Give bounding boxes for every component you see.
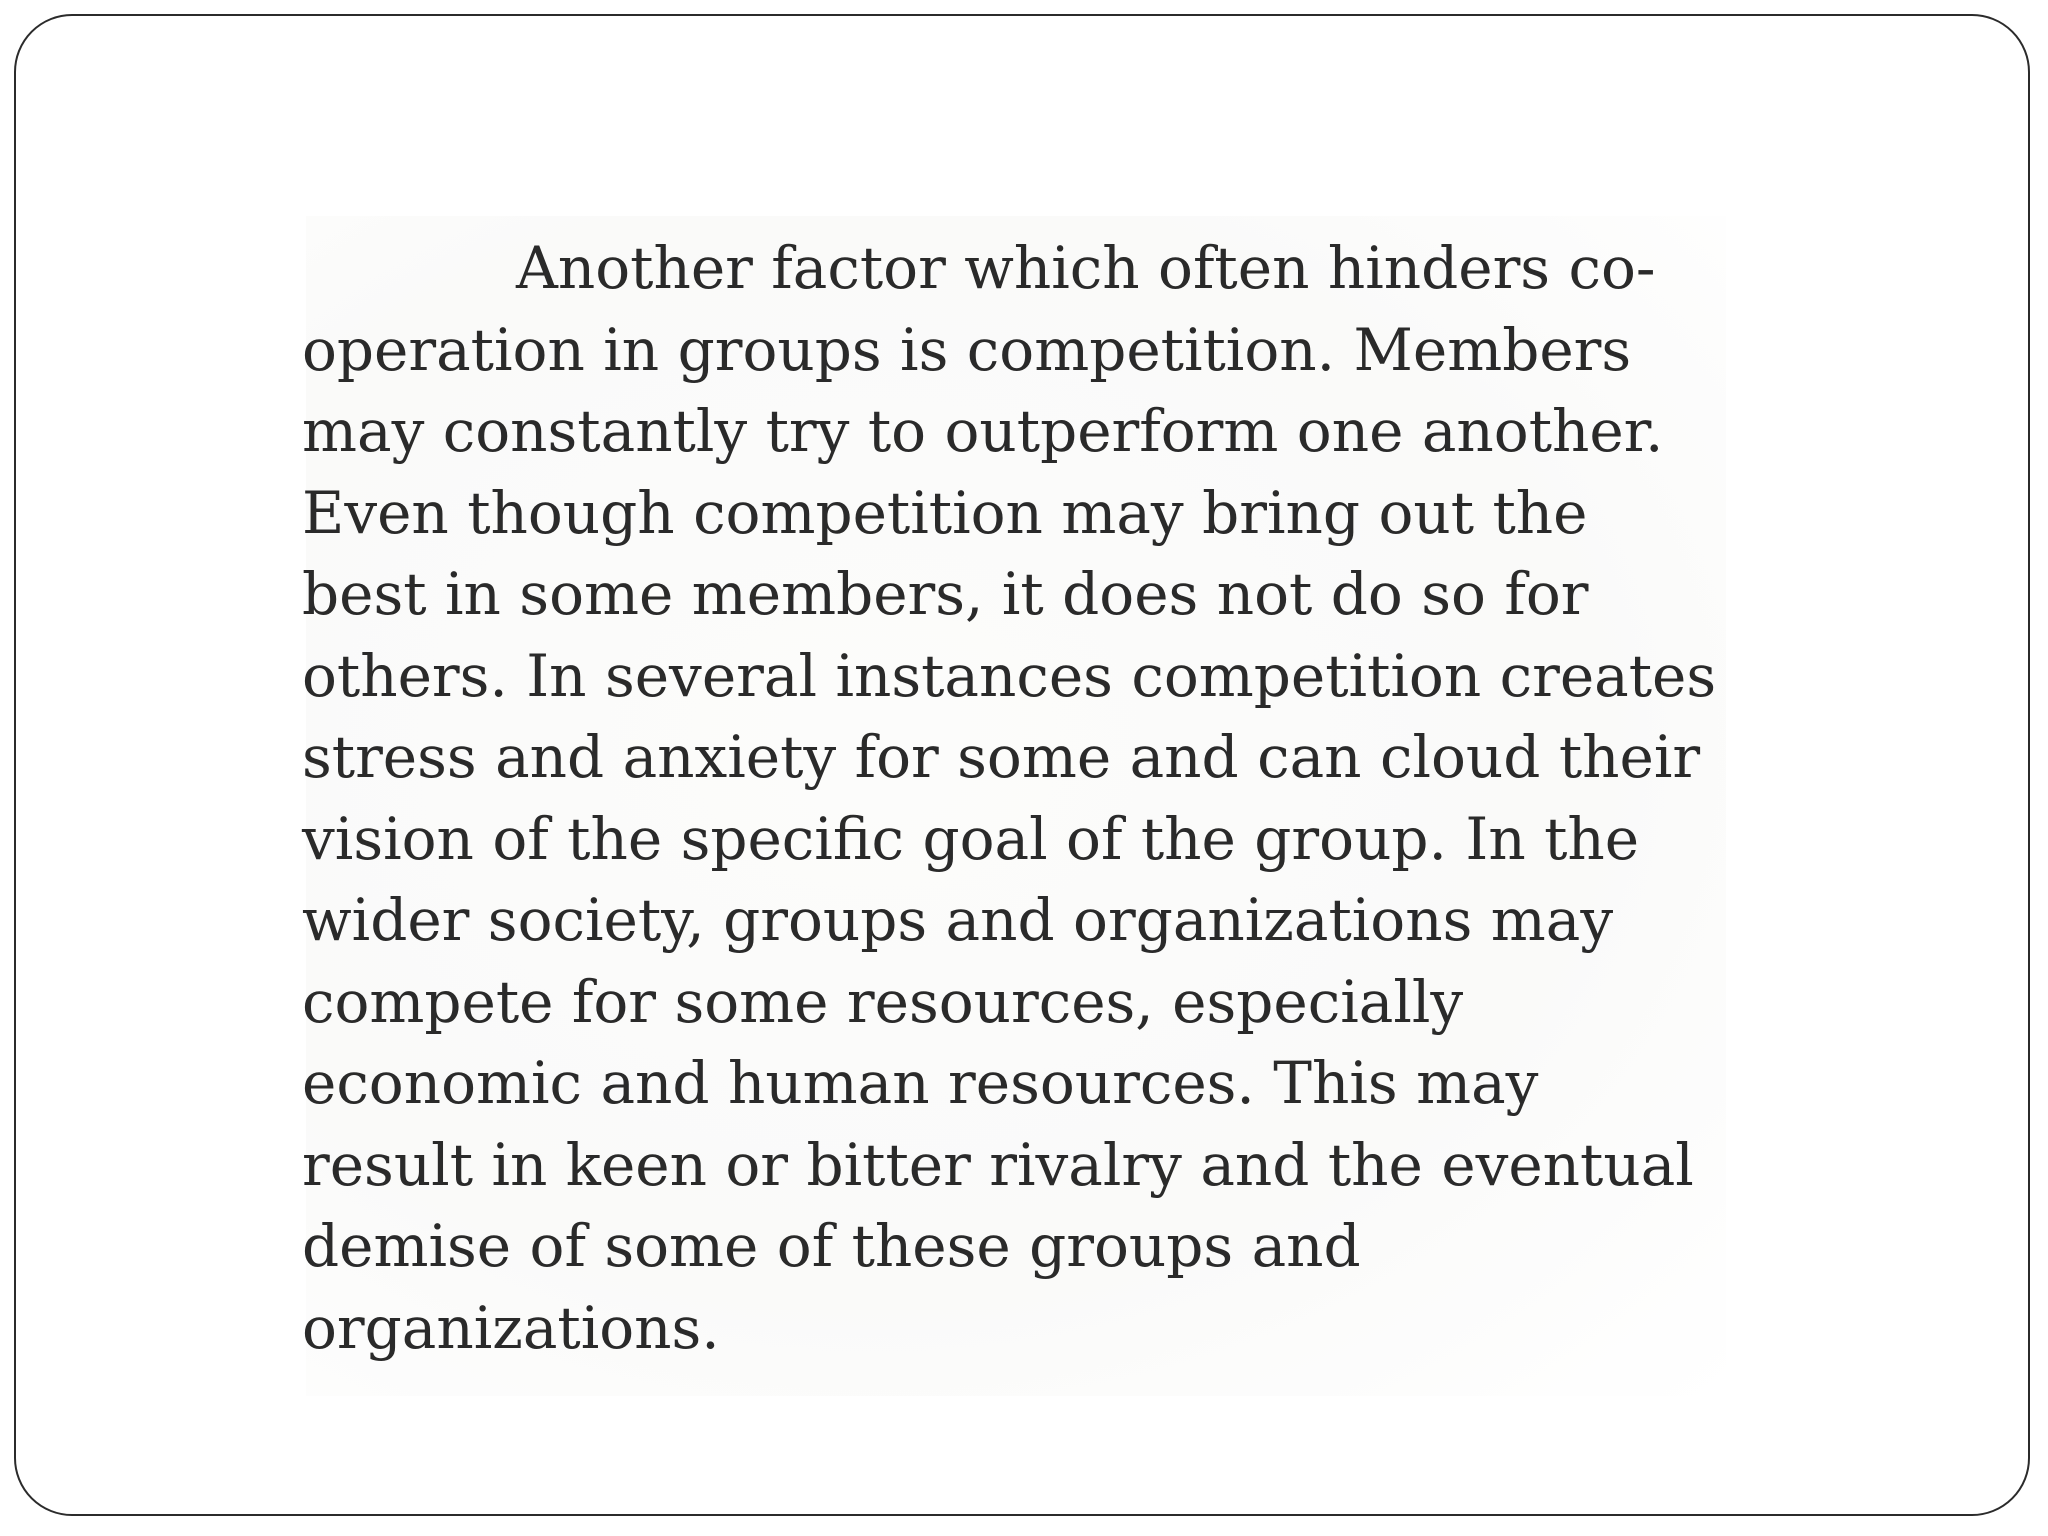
text-line: stress and anxiety for some and can cloud their [302, 723, 1701, 791]
text-line: Even though competition may bring out the [302, 478, 1588, 547]
text-line: economic and human resources. This may [302, 1049, 1539, 1117]
text-line: best in some members, it does not do so for [302, 560, 1589, 628]
text-line: operation in groups is competition. Members [302, 315, 1632, 384]
text-line: vision of the specific goal of the group. In the [302, 804, 1640, 873]
text-line: compete for some resources, especially [302, 967, 1464, 1036]
body-paragraph [302, 228, 1717, 1369]
text-line: demise of some of these groups and [302, 1212, 1361, 1280]
text-line: others. In several instances competition creates [302, 641, 1717, 710]
text-line: wider society, groups and organizations may [302, 886, 1614, 954]
text-line: Another factor which often hinders co- [516, 234, 1656, 302]
text-line: may constantly try to outperform one another. [302, 397, 1664, 465]
text-line: organizations. [302, 1293, 720, 1362]
text-line: result in keen or bitter rivalry and the eventual [302, 1130, 1694, 1199]
